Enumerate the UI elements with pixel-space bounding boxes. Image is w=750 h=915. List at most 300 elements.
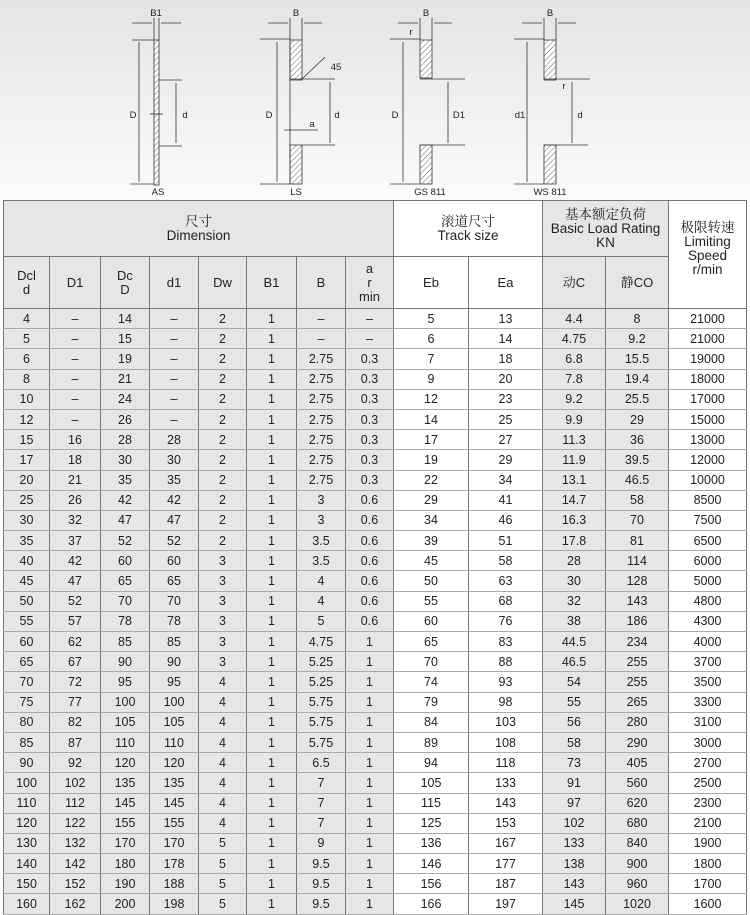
cell-a-r-min: – — [346, 329, 394, 349]
cell-d1: 100 — [150, 692, 199, 712]
cell-dw: 2 — [199, 309, 247, 329]
cell-static-co: 255 — [606, 672, 669, 692]
cell-D1: 47 — [50, 571, 101, 591]
cell-eb: 6 — [394, 329, 469, 349]
cell-static-co: 29 — [606, 409, 669, 429]
cell-dynamic-c: 13.1 — [543, 470, 606, 490]
cell-static-co: 70 — [606, 510, 669, 530]
cell-b: 3.5 — [297, 531, 346, 551]
cell-limiting-speed: 2700 — [669, 753, 747, 773]
cell-d1: 60 — [150, 551, 199, 571]
cell-eb: 136 — [394, 833, 469, 853]
cell-dc-D: 70 — [101, 591, 150, 611]
cell-a-r-min: 1 — [346, 833, 394, 853]
col-d1: d1 — [150, 257, 199, 309]
header-load-rating — [543, 201, 669, 257]
header-cn: 尺寸 — [185, 213, 212, 229]
cell-D1: 87 — [50, 732, 101, 752]
table-row — [4, 833, 747, 853]
label-a: a — [309, 119, 315, 130]
cell-static-co: 840 — [606, 833, 669, 853]
cell-dcl-d: 70 — [4, 672, 50, 692]
cell-dw: 4 — [199, 813, 247, 833]
cell-dynamic-c: 97 — [543, 793, 606, 813]
cell-dcl-d: 50 — [4, 591, 50, 611]
cell-dw: 3 — [199, 591, 247, 611]
cell-dynamic-c: 133 — [543, 833, 606, 853]
cell-limiting-speed: 6000 — [669, 551, 747, 571]
cell-a-r-min: 1 — [346, 692, 394, 712]
cell-limiting-speed: 1900 — [669, 833, 747, 853]
cell-static-co: 290 — [606, 732, 669, 752]
cell-static-co: 234 — [606, 632, 669, 652]
cell-dc-D: 90 — [101, 652, 150, 672]
col-dw: Dw — [199, 257, 247, 309]
cell-d1: 170 — [150, 833, 199, 853]
cell-D1: 102 — [50, 773, 101, 793]
cell-dc-D: 14 — [101, 309, 150, 329]
cell-dw: 4 — [199, 793, 247, 813]
cell-limiting-speed: 2100 — [669, 813, 747, 833]
table-row — [4, 430, 747, 450]
cell-ea: 23 — [469, 389, 543, 409]
cell-ea: 177 — [469, 854, 543, 874]
cell-b1: 1 — [247, 490, 297, 510]
cell-dw: 5 — [199, 874, 247, 894]
cell-b: 4.75 — [297, 632, 346, 652]
header-en: Limiting — [684, 234, 731, 249]
cell-D1: 57 — [50, 611, 101, 631]
cell-dynamic-c: 11.3 — [543, 430, 606, 450]
cell-static-co: 15.5 — [606, 349, 669, 369]
cell-b: 3 — [297, 510, 346, 530]
cell-eb: 45 — [394, 551, 469, 571]
cell-b: 2.75 — [297, 369, 346, 389]
cell-ea: 153 — [469, 813, 543, 833]
cell-static-co: 265 — [606, 692, 669, 712]
cell-static-co: 186 — [606, 611, 669, 631]
cell-a-r-min: 0.3 — [346, 450, 394, 470]
cell-dc-D: 35 — [101, 470, 150, 490]
cell-eb: 79 — [394, 692, 469, 712]
cell-ea: 63 — [469, 571, 543, 591]
cell-dcl-d: 30 — [4, 510, 50, 530]
cell-d1: 145 — [150, 793, 199, 813]
cell-b: 5.75 — [297, 692, 346, 712]
cell-limiting-speed: 4000 — [669, 632, 747, 652]
cell-D1: 18 — [50, 450, 101, 470]
label-D1: D1 — [452, 110, 466, 121]
cell-ea: 76 — [469, 611, 543, 631]
cell-d1: 28 — [150, 430, 199, 450]
cell-dcl-d: 4 — [4, 309, 50, 329]
cell-eb: 22 — [394, 470, 469, 490]
label-angle: 45 — [330, 62, 342, 73]
cell-d1: 105 — [150, 712, 199, 732]
cell-ea: 108 — [469, 732, 543, 752]
cell-a-r-min: 0.6 — [346, 611, 394, 631]
cell-D1: 142 — [50, 854, 101, 874]
cell-d1: 42 — [150, 490, 199, 510]
cell-dc-D: 52 — [101, 531, 150, 551]
cell-dynamic-c: 56 — [543, 712, 606, 732]
washer-spec-table — [3, 200, 747, 915]
cell-limiting-speed: 6500 — [669, 531, 747, 551]
header-en: Dimension — [166, 227, 231, 243]
cell-dw: 3 — [199, 611, 247, 631]
cell-dw: 5 — [199, 854, 247, 874]
cell-eb: 60 — [394, 611, 469, 631]
table-row — [4, 611, 747, 631]
cell-d1: 120 — [150, 753, 199, 773]
cell-limiting-speed: 1700 — [669, 874, 747, 894]
cell-dw: 2 — [199, 409, 247, 429]
cell-b: 9 — [297, 833, 346, 853]
cell-static-co: 25.5 — [606, 389, 669, 409]
label-b: B — [422, 8, 430, 19]
cell-b1: 1 — [247, 510, 297, 530]
table-row — [4, 409, 747, 429]
cell-b: 5.25 — [297, 652, 346, 672]
cell-b1: 1 — [247, 732, 297, 752]
cell-b: 3 — [297, 490, 346, 510]
table-row — [4, 329, 747, 349]
cell-b: 6.5 — [297, 753, 346, 773]
col-a-r-min: a r min — [346, 257, 394, 309]
cell-dynamic-c: 54 — [543, 672, 606, 692]
header-cn: 极限转速 — [680, 220, 735, 235]
label-D: D — [129, 110, 137, 121]
cell-D1: – — [50, 409, 101, 429]
header-en: Speed — [687, 248, 728, 263]
cell-ea: 41 — [469, 490, 543, 510]
cell-dynamic-c: 44.5 — [543, 632, 606, 652]
cell-b1: 1 — [247, 389, 297, 409]
cell-static-co: 58 — [606, 490, 669, 510]
cell-limiting-speed: 2500 — [669, 773, 747, 793]
cell-dw: 2 — [199, 531, 247, 551]
cell-dc-D: 21 — [101, 369, 150, 389]
cell-dcl-d: 90 — [4, 753, 50, 773]
cell-d1: – — [150, 389, 199, 409]
table-row — [4, 389, 747, 409]
table-row — [4, 551, 747, 571]
cell-static-co: 1020 — [606, 894, 669, 914]
cell-eb: 17 — [394, 430, 469, 450]
cell-static-co: 46.5 — [606, 470, 669, 490]
cell-b: 2.75 — [297, 409, 346, 429]
cell-b: – — [297, 329, 346, 349]
cell-limiting-speed: 3000 — [669, 732, 747, 752]
cell-a-r-min: 1 — [346, 874, 394, 894]
cell-limiting-speed: 8500 — [669, 490, 747, 510]
cell-b1: 1 — [247, 430, 297, 450]
cell-d1: 30 — [150, 450, 199, 470]
header-limiting-speed — [669, 201, 747, 309]
cell-limiting-speed: 13000 — [669, 430, 747, 450]
cell-D1: 92 — [50, 753, 101, 773]
cell-b1: 1 — [247, 551, 297, 571]
cell-static-co: 960 — [606, 874, 669, 894]
col-ea: Ea — [469, 257, 543, 309]
cell-dw: 2 — [199, 369, 247, 389]
cell-eb: 146 — [394, 854, 469, 874]
cell-dynamic-c: 9.2 — [543, 389, 606, 409]
cell-dynamic-c: 17.8 — [543, 531, 606, 551]
cell-b1: 1 — [247, 793, 297, 813]
label-b: B — [292, 8, 300, 19]
cell-eb: 125 — [394, 813, 469, 833]
cell-dcl-d: 12 — [4, 409, 50, 429]
cell-dynamic-c: 58 — [543, 732, 606, 752]
cell-a-r-min: 1 — [346, 712, 394, 732]
cell-static-co: 81 — [606, 531, 669, 551]
label-d: d — [182, 110, 188, 121]
cell-dcl-d: 130 — [4, 833, 50, 853]
cell-dc-D: 180 — [101, 854, 150, 874]
cell-eb: 9 — [394, 369, 469, 389]
cell-ea: 58 — [469, 551, 543, 571]
cell-ea: 46 — [469, 510, 543, 530]
cell-b1: 1 — [247, 854, 297, 874]
header-en: Basic Load Rating — [550, 220, 661, 236]
cell-dc-D: 105 — [101, 712, 150, 732]
cell-dw: 2 — [199, 470, 247, 490]
cell-b: 9.5 — [297, 874, 346, 894]
cell-dcl-d: 60 — [4, 632, 50, 652]
label-D: D — [391, 110, 399, 121]
col-dcl-d: Dcl d — [4, 257, 50, 309]
cell-eb: 34 — [394, 510, 469, 530]
cell-dcl-d: 150 — [4, 874, 50, 894]
cell-dcl-d: 8 — [4, 369, 50, 389]
header-dimension — [4, 201, 394, 257]
cell-b: 5.75 — [297, 732, 346, 752]
cell-a-r-min: 1 — [346, 813, 394, 833]
cell-static-co: 128 — [606, 571, 669, 591]
col-b1: B1 — [247, 257, 297, 309]
cell-eb: 65 — [394, 632, 469, 652]
cell-dcl-d: 100 — [4, 773, 50, 793]
cell-ea: 29 — [469, 450, 543, 470]
cell-limiting-speed: 3100 — [669, 712, 747, 732]
table-row — [4, 632, 747, 652]
cell-limiting-speed: 21000 — [669, 329, 747, 349]
cell-b1: 1 — [247, 329, 297, 349]
cell-dcl-d: 20 — [4, 470, 50, 490]
cell-eb: 19 — [394, 450, 469, 470]
cell-b1: 1 — [247, 591, 297, 611]
cell-b: 4 — [297, 571, 346, 591]
cell-b: 2.75 — [297, 470, 346, 490]
cell-b1: 1 — [247, 672, 297, 692]
cell-dc-D: 120 — [101, 753, 150, 773]
cell-dcl-d: 75 — [4, 692, 50, 712]
cell-eb: 7 — [394, 349, 469, 369]
cell-d1: – — [150, 309, 199, 329]
table-row — [4, 712, 747, 732]
cell-static-co: 8 — [606, 309, 669, 329]
diagram-name: AS — [151, 187, 165, 198]
table-row — [4, 510, 747, 530]
diagram-name: LS — [290, 187, 302, 198]
cell-b: 9.5 — [297, 894, 346, 914]
cell-eb: 74 — [394, 672, 469, 692]
cell-d1: – — [150, 369, 199, 389]
cell-dw: 4 — [199, 712, 247, 732]
cell-D1: 62 — [50, 632, 101, 652]
header-cn: 滚道尺寸 — [441, 213, 495, 229]
cell-b1: 1 — [247, 652, 297, 672]
cell-limiting-speed: 4800 — [669, 591, 747, 611]
cell-d1: – — [150, 349, 199, 369]
header-unit: KN — [596, 234, 615, 250]
cell-static-co: 680 — [606, 813, 669, 833]
cell-dynamic-c: 14.7 — [543, 490, 606, 510]
cell-dc-D: 135 — [101, 773, 150, 793]
cell-dynamic-c: 16.3 — [543, 510, 606, 530]
cell-b: 7 — [297, 793, 346, 813]
cell-a-r-min: 0.6 — [346, 591, 394, 611]
label-D: D — [265, 110, 273, 121]
header-en: Track size — [437, 227, 499, 243]
cell-dcl-d: 35 — [4, 531, 50, 551]
cell-ea: 13 — [469, 309, 543, 329]
table-row — [4, 793, 747, 813]
cell-b1: 1 — [247, 773, 297, 793]
cell-dw: 4 — [199, 753, 247, 773]
cell-D1: – — [50, 389, 101, 409]
cell-a-r-min: 0.3 — [346, 409, 394, 429]
cell-dcl-d: 5 — [4, 329, 50, 349]
cell-a-r-min: 0.3 — [346, 470, 394, 490]
cell-d1: 90 — [150, 652, 199, 672]
cell-ea: 25 — [469, 409, 543, 429]
cell-dw: 2 — [199, 430, 247, 450]
cell-d1: – — [150, 409, 199, 429]
cell-dc-D: 78 — [101, 611, 150, 631]
cell-ea: 14 — [469, 329, 543, 349]
cell-limiting-speed: 3700 — [669, 652, 747, 672]
cell-b: 5.75 — [297, 712, 346, 732]
cell-dc-D: 170 — [101, 833, 150, 853]
cell-ea: 93 — [469, 672, 543, 692]
table-row — [4, 470, 747, 490]
header-unit: r/min — [692, 262, 723, 277]
cell-D1: 52 — [50, 591, 101, 611]
cell-dw: 4 — [199, 732, 247, 752]
cell-d1: 95 — [150, 672, 199, 692]
table-row — [4, 854, 747, 874]
cell-a-r-min: 1 — [346, 793, 394, 813]
cell-D1: 122 — [50, 813, 101, 833]
cell-eb: 12 — [394, 389, 469, 409]
cell-dw: 3 — [199, 652, 247, 672]
cell-d1: 78 — [150, 611, 199, 631]
cell-dw: 4 — [199, 672, 247, 692]
cell-dc-D: 24 — [101, 389, 150, 409]
cell-b: 9.5 — [297, 854, 346, 874]
label-b1: B1 — [150, 8, 162, 19]
cell-b: 3.5 — [297, 551, 346, 571]
cell-a-r-min: 1 — [346, 854, 394, 874]
cell-dcl-d: 40 — [4, 551, 50, 571]
col-b: B — [297, 257, 346, 309]
label-d: d — [334, 110, 340, 121]
cell-a-r-min: 0.3 — [346, 389, 394, 409]
washer-diagrams — [0, 0, 750, 200]
cell-static-co: 620 — [606, 793, 669, 813]
cell-a-r-min: 1 — [346, 773, 394, 793]
cell-d1: 35 — [150, 470, 199, 490]
cell-dc-D: 85 — [101, 632, 150, 652]
cell-dc-D: 60 — [101, 551, 150, 571]
cell-d1: 110 — [150, 732, 199, 752]
cell-limiting-speed: 18000 — [669, 369, 747, 389]
table-row — [4, 894, 747, 914]
header-track-size — [394, 201, 543, 257]
cell-b: 5 — [297, 611, 346, 631]
cell-a-r-min: 0.6 — [346, 490, 394, 510]
cell-limiting-speed: 7500 — [669, 510, 747, 530]
col-eb: Eb — [394, 257, 469, 309]
table-row — [4, 309, 747, 329]
cell-b1: 1 — [247, 369, 297, 389]
table-row — [4, 773, 747, 793]
cell-dynamic-c: 138 — [543, 854, 606, 874]
cell-eb: 14 — [394, 409, 469, 429]
cell-dcl-d: 80 — [4, 712, 50, 732]
cell-limiting-speed: 10000 — [669, 470, 747, 490]
cell-ea: 187 — [469, 874, 543, 894]
cell-D1: 112 — [50, 793, 101, 813]
cell-dc-D: 100 — [101, 692, 150, 712]
cell-eb: 89 — [394, 732, 469, 752]
cell-b: 4 — [297, 591, 346, 611]
cell-b1: 1 — [247, 450, 297, 470]
cell-d1: 188 — [150, 874, 199, 894]
cell-D1: 42 — [50, 551, 101, 571]
cell-dcl-d: 65 — [4, 652, 50, 672]
cell-D1: 162 — [50, 894, 101, 914]
cell-a-r-min: 0.6 — [346, 510, 394, 530]
cell-a-r-min: 0.3 — [346, 349, 394, 369]
cell-d1: 85 — [150, 632, 199, 652]
cell-eb: 55 — [394, 591, 469, 611]
cell-d1: – — [150, 329, 199, 349]
cell-dcl-d: 15 — [4, 430, 50, 450]
cell-dw: 4 — [199, 692, 247, 712]
cell-dw: 2 — [199, 329, 247, 349]
cell-D1: 37 — [50, 531, 101, 551]
cell-dw: 2 — [199, 389, 247, 409]
cell-dc-D: 30 — [101, 450, 150, 470]
col-dynamic-c: 动C — [543, 257, 606, 309]
cell-dynamic-c: 38 — [543, 611, 606, 631]
label-r: r — [562, 81, 566, 92]
cell-ea: 118 — [469, 753, 543, 773]
cell-dcl-d: 45 — [4, 571, 50, 591]
cell-d1: 70 — [150, 591, 199, 611]
cell-D1: – — [50, 329, 101, 349]
cell-D1: 132 — [50, 833, 101, 853]
cell-D1: 77 — [50, 692, 101, 712]
cell-d1: 155 — [150, 813, 199, 833]
table-row — [4, 753, 747, 773]
cell-b1: 1 — [247, 571, 297, 591]
cell-b1: 1 — [247, 833, 297, 853]
cell-b1: 1 — [247, 813, 297, 833]
